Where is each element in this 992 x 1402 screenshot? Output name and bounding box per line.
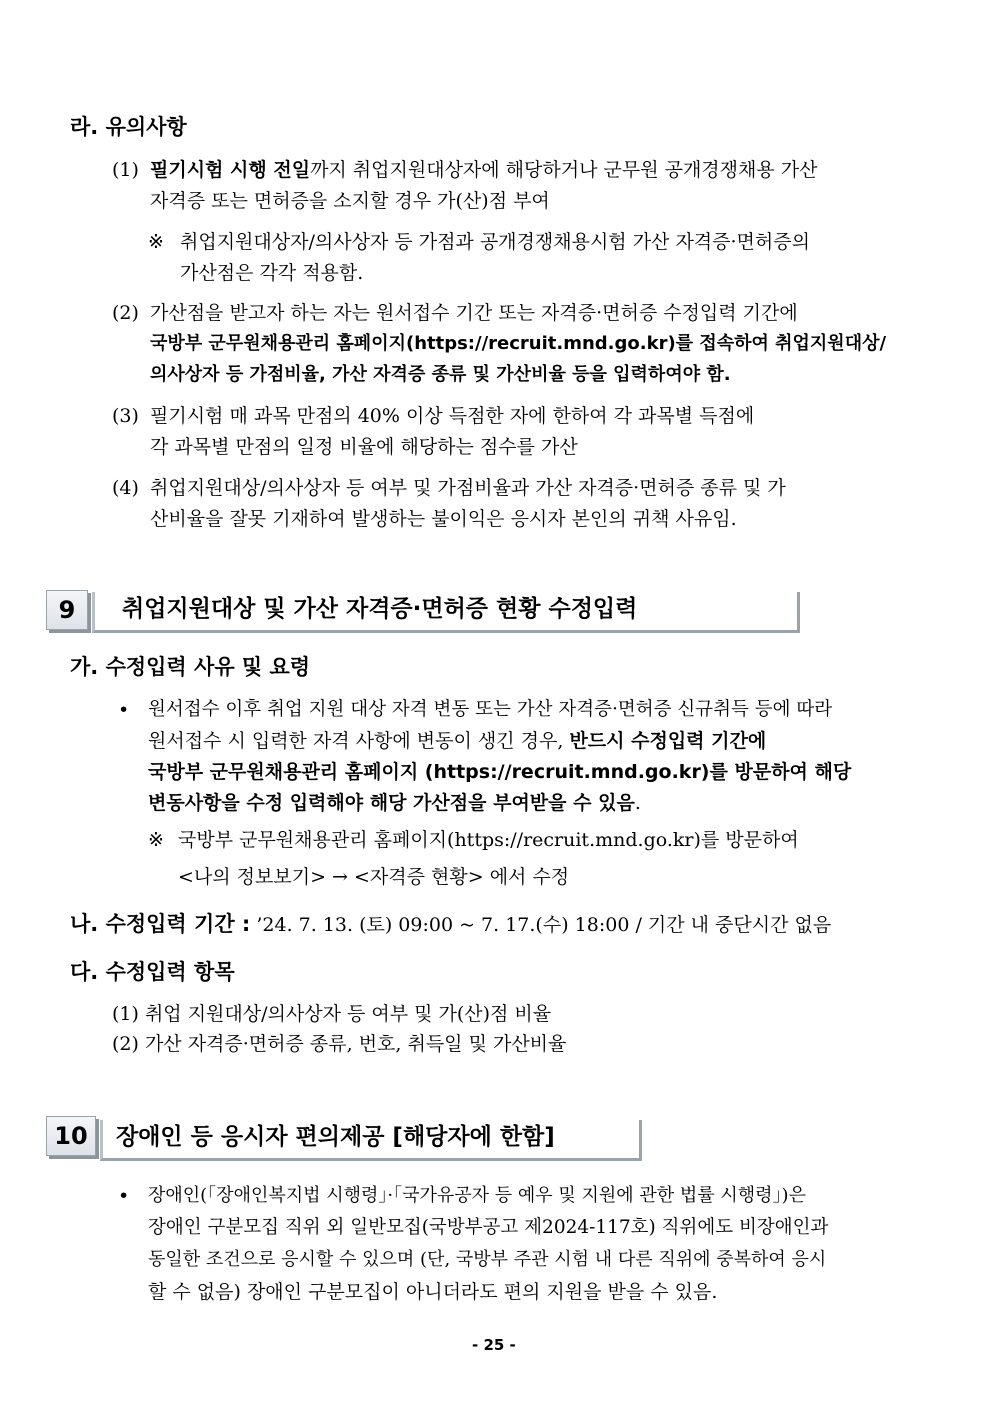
ra-item3-line1: 필기시험 매 과목 만점의 40% 이상 득점한 자에 한하여 각 과목별 득점에 [150, 405, 755, 427]
section-10-title: 장애인 등 응시자 편의제공 [해당자에 한함] [116, 1124, 555, 1150]
s10-line3: 동일한 조건으로 응시할 수 있으며 (단, 국방부 주관 시험 내 다른 직위에 중복하여 응시 [148, 1249, 827, 1270]
ra-item3-line2: 각 과목별 만점의 일정 비율에 해당하는 점수를 가산 [150, 436, 578, 458]
ga-line4-bold: 변동사항을 수정 입력해야 해당 가산점을 부여받을 수 있음 [148, 792, 635, 814]
ra-item2-line1: 가산점을 받고자 하는 자는 원서접수 기간 또는 자격증·면허증 수정입력 기간에 [150, 302, 798, 324]
ga-note-line1: 국방부 군무원채용관리 홈페이지(https://recruit.mnd.go.kr)를 방문하여 [178, 829, 799, 851]
s10-line1: 장애인(「장애인복지법 시행령」·「국가유공자 등 예우 및 지원에 관한 법률 시행령」)은 [148, 1185, 806, 1206]
ra-item1-line1 [150, 156, 817, 184]
s10-line4: 할 수 없음) 장애인 구분모집이 아니더라도 편의 지원을 받을 수 있음. [148, 1281, 718, 1303]
ga-bullet: • [118, 699, 130, 721]
ga-note-mark: ※ [148, 829, 164, 851]
na-line [70, 910, 831, 939]
ra-item2-line2: 국방부 군무원채용관리 홈페이지(https://recruit.mnd.go.kr)를 접속하여 취업지원대상/ [150, 333, 887, 354]
ga-line3: 국방부 군무원채용관리 홈페이지 (https://recruit.mnd.go.kr)를 방문하여 해당 [148, 761, 852, 783]
ra-item2-num: (2) [112, 302, 139, 324]
ra-item4-line2: 산비율을 잘못 기재하여 발생하는 불이익은 응시자 본인의 귀책 사유임. [150, 508, 737, 530]
heading-na: 나. 수정입력 기간 : [70, 912, 251, 936]
ra-item4-num: (4) [112, 477, 139, 499]
section-9-title: 취업지원대상 및 가산 자격증·면허증 현황 수정입력 [122, 596, 638, 622]
ra-note-mark: ※ [148, 231, 164, 253]
ga-note-line2: <나의 정보보기> → <자격증 현황> 에서 수정 [178, 866, 570, 888]
ra-item4-line1: 취업지원대상/의사상자 등 여부 및 가점비율과 가산 자격증·면허증 종류 및 가 [150, 477, 786, 499]
na-text: ’24. 7. 13. (토) 09:00 ~ 7. 17.(수) 18:00 / 기간 내 중단시간 없음 [256, 914, 832, 936]
da-item2: (2) 가산 자격증·면허증 종류, 번호, 취득일 및 가산비율 [112, 1033, 567, 1055]
page-number: - 25 - [472, 1336, 516, 1354]
ga-line2 [148, 727, 766, 755]
ga-line2-plain: 원서접수 시 입력한 자격 사항에 변동이 생긴 경우, [148, 730, 570, 752]
heading-ra: 라. 유의사항 [70, 115, 187, 139]
s10-bullet: • [118, 1185, 130, 1207]
section-9-number-box: 9 [46, 590, 88, 630]
ga-line2-bold: 반드시 수정입력 기간에 [569, 730, 767, 752]
da-item1: (1) 취업 지원대상/의사상자 등 여부 및 가(산)점 비율 [112, 1003, 552, 1025]
ra-item3-num: (3) [112, 405, 139, 427]
ra-item2-line3: 의사상자 등 가점비율, 가산 자격증 종류 및 가산비율 등을 입력하여야 함. [150, 364, 731, 385]
ga-line1: 원서접수 이후 취업 지원 대상 자격 변동 또는 가산 자격증·면허증 신규취득 등에 따라 [148, 699, 833, 720]
ra-note-line1: 취업지원대상자/의사상자 등 가점과 공개경쟁채용시험 가산 자격증·면허증의 [180, 231, 810, 253]
heading-da: 다. 수정입력 항목 [70, 960, 235, 984]
ra-item1-line2: 자격증 또는 면허증을 소지할 경우 가(산)점 부여 [150, 190, 550, 212]
ga-line4 [148, 789, 641, 817]
s10-line2: 장애인 구분모집 직위 외 일반모집(국방부공고 제2024-117호) 직위에도 비장애인과 [148, 1217, 829, 1238]
section-10-number-box: 10 [46, 1116, 96, 1156]
ga-line4-end: . [634, 792, 641, 814]
ra-item1-rest: 까지 취업지원대상자에 해당하거나 군무원 공개경쟁채용 가산 [310, 159, 818, 181]
heading-ga: 가. 수정입력 사유 및 요령 [70, 655, 311, 679]
ra-note-line2: 가산점은 각각 적용함. [180, 262, 364, 284]
ra-item1-bold: 필기시험 시행 전일 [150, 159, 311, 181]
ra-item1-num: (1) [112, 159, 139, 181]
